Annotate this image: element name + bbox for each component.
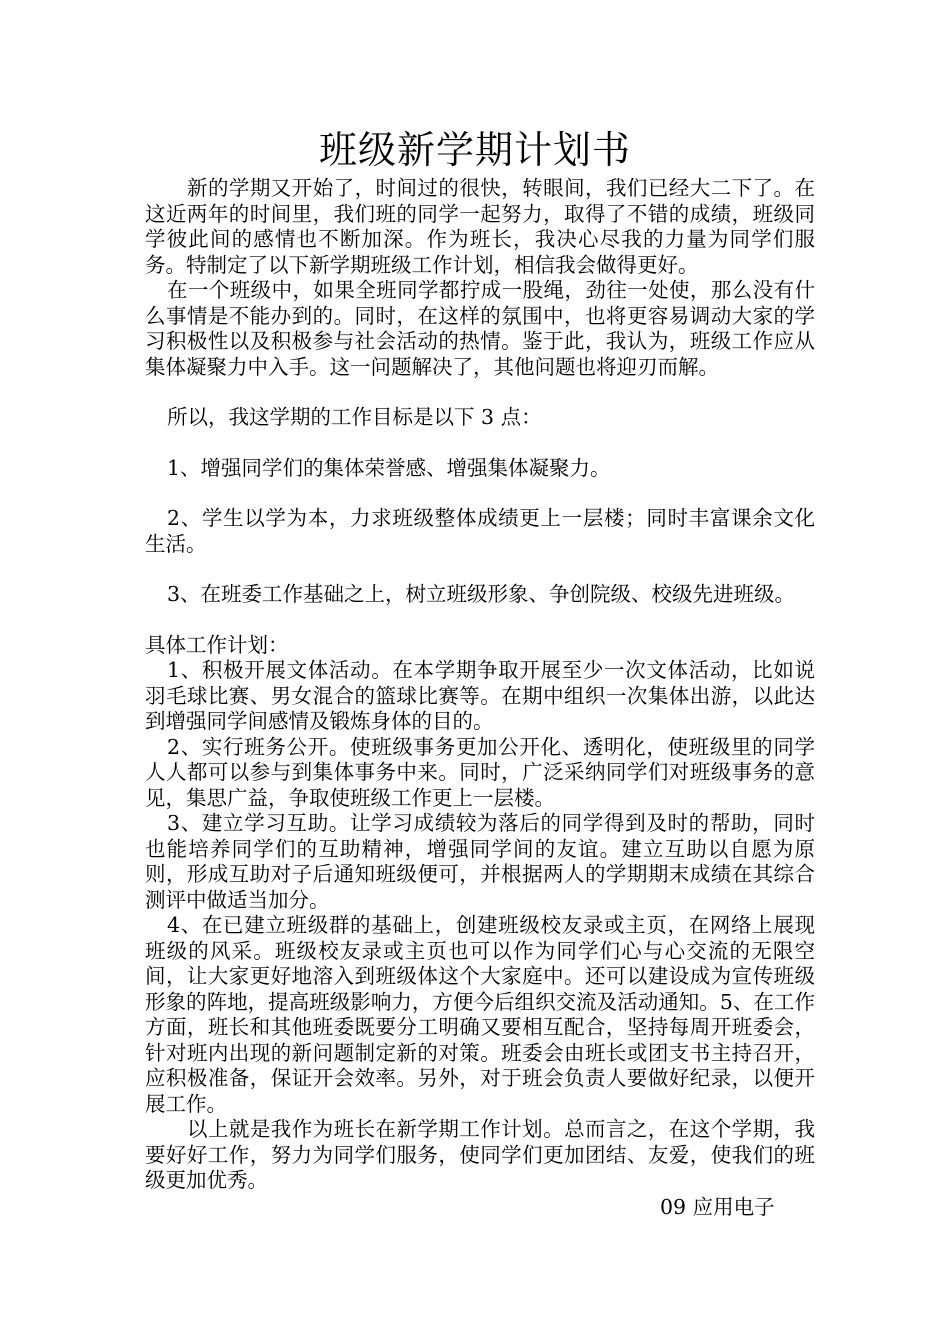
goal-item-2: 2、学生以学为本，力求班级整体成绩更上一层楼；同时丰富课余文化生活。	[145, 506, 815, 556]
plan-heading: 具体工作计划：	[145, 632, 289, 657]
goals-intro: 所以，我这学期的工作目标是以下 3 点：	[167, 405, 542, 429]
plan-item-1: 1、积极开展文体活动。在本学期争取开展至少一次文体活动，比如说羽毛球比赛、男女混合的篮球比赛等。在期中组织一次集体出游，以此达到增强同学间感情及锻炼身体的目的。	[145, 658, 815, 733]
document-title: 班级新学期计划书	[318, 128, 631, 172]
goal-item-3: 3、在班委工作基础之上，树立班级形象、争创院级、校级先进班级。	[167, 582, 796, 606]
intro-paragraph-1: 新的学期又开始了，时间过的很快，转眼间，我们已经大二下了。在这近两年的时间里，我们班的同学一起努力，取得了不错的成绩，班级同学彼此间的感情也不断加深。作为班长，我决心尽我的力量为同学们服务。特制定了以下新学期班级工作计划，相信我会做得更好。	[145, 176, 815, 277]
plan-item-2: 2、实行班务公开。使班级事务更加公开化、透明化，使班级里的同学人人都可以参与到集体事务中来。同时，广泛采纳同学们对班级事务的意见，集思广益，争取使班级工作更上一层楼。	[145, 734, 815, 810]
spacer	[145, 608, 815, 633]
spacer	[145, 481, 815, 506]
spacer	[145, 431, 815, 456]
plan-item-4-5: 4、在已建立班级群的基础上，创建班级校友录或主页，在网络上展现班级的风采。班级校友录或主页也可以作为同学们心与心交流的无限空间，让大家更好地溶入到班级体这个大家庭中。还可以建设成为宣传班级形象的阵地，提高班级影响力，方便今后组织交流及活动通知。5、在工作方面，班长和其他班委既要分工明确又要相互配合，坚持每周开班委会，针对班内出现的新问题制定新的对策。班委会由班长或团支书主持召开，应积极准备，保证开会效率。另外，对于班会负责人要做好纪录，以便开展工作。	[145, 913, 815, 1116]
plan-item-3: 3、建立学习互助。让学习成绩较为落后的同学得到及时的帮助，同时也能培养同学们的互助精神，增强同学间的友谊。建立互助以自愿为原则，形成互助对子后通知班级便可，并根据两人的学期期末成绩在其综合测评中做适当加分。	[145, 811, 815, 912]
spacer	[145, 557, 815, 582]
spacer	[145, 380, 815, 405]
signature: 09 应用电子	[660, 1195, 775, 1219]
conclusion-paragraph: 以上就是我作为班长在新学期工作计划。总而言之，在这个学期，我要好好工作，努力为同学们服务，使同学们更加团结、友爱，使我们的班级更加优秀。	[145, 1117, 815, 1192]
intro-paragraph-2: 在一个班级中，如果全班同学都拧成一股绳，劲往一处使，那么没有什么事情是不能办到的。同时，在这样的氛围中，也将更容易调动大家的学习积极性以及积极参与社会活动的热情。鉴于此，我认为，班级工作应从集体凝聚力中入手。这一问题解决了，其他问题也将迎刃而解。	[145, 278, 815, 379]
document-body	[145, 176, 815, 1194]
goal-item-1: 1、增强同学们的集体荣誉感、增强集体凝聚力。	[167, 455, 611, 480]
